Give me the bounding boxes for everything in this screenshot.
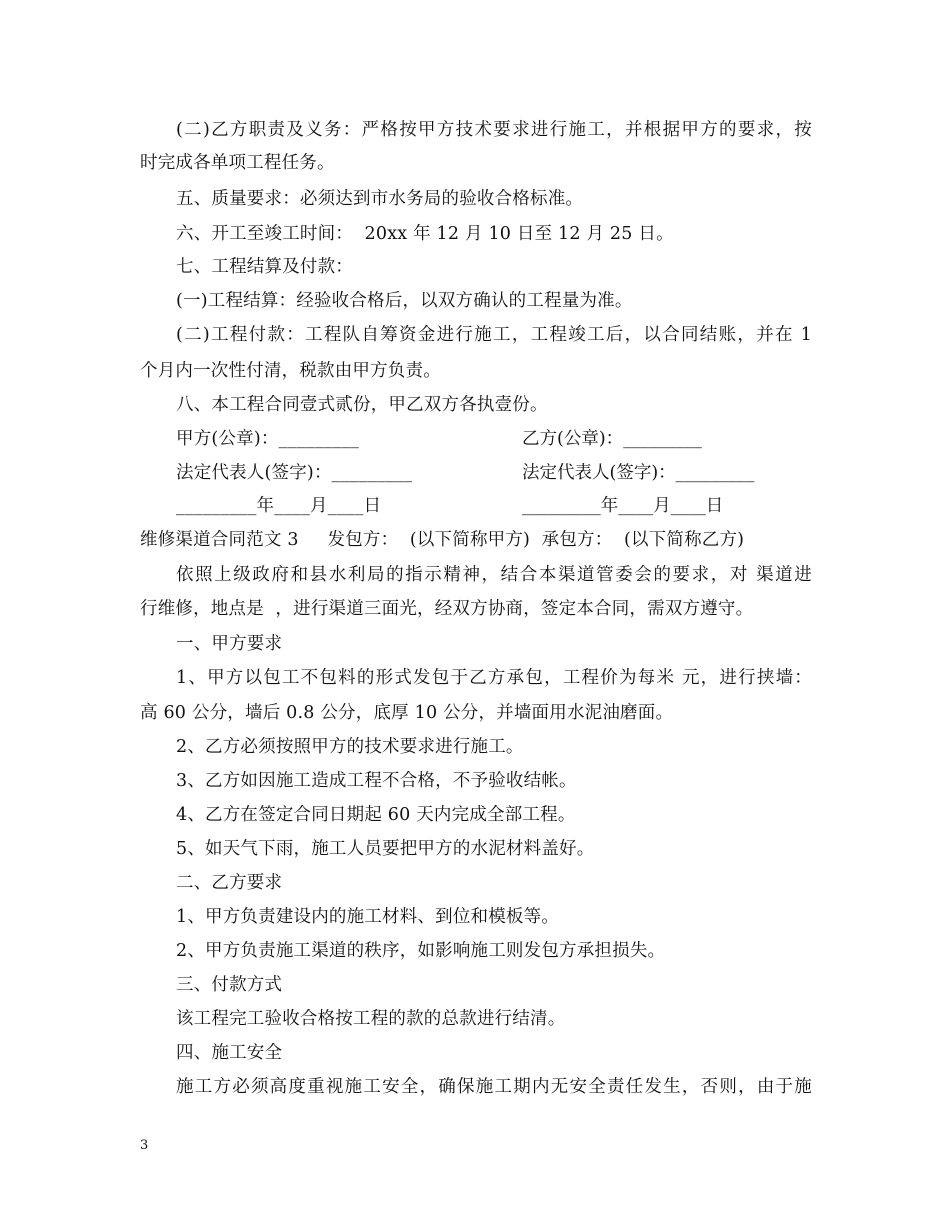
- paragraph-line: 行维修，地点是 ，进行渠道三面光，经双方协商，签定本合同，需双方遵守。: [140, 599, 754, 619]
- paragraph-line: 依照上级政府和县水利局的指示精神，结合本渠道管委会的要求，对 渠道进: [176, 565, 812, 585]
- party-a-seal: 甲方(公章)：_________: [176, 429, 360, 449]
- paragraph-line: 五、质量要求：必须达到市水务局的验收合格标准。: [176, 189, 584, 209]
- party-a-representative: 法定代表人(签字)：_________: [176, 463, 413, 483]
- list-item: 4、乙方在签定合同日期起 60 天内完成全部工程。: [176, 805, 576, 825]
- list-item: 2、乙方必须按照甲方的技术要求进行施工。: [176, 737, 524, 757]
- page-number: 3: [140, 1138, 149, 1153]
- list-item: 2、甲方负责施工渠道的秩序，如影响施工则发包方承担损失。: [176, 941, 666, 961]
- section-heading: 二、乙方要求: [176, 873, 283, 893]
- paragraph-line: 个月内一次性付清，税款由甲方负责。: [140, 361, 441, 381]
- paragraph-line: 六、开工至竣工时间： 20xx 年 12 月 10 日至 12 月 25 日。: [176, 224, 674, 244]
- section-heading: 三、付款方式: [176, 975, 283, 995]
- section-heading: 一、甲方要求: [176, 634, 283, 654]
- paragraph-line: 高 60 公分，墙后 0.8 公分，底厚 10 公分，并墙面用水泥油磨面。: [140, 703, 674, 723]
- party-b-representative: 法定代表人(签字)：_________: [522, 463, 755, 483]
- paragraph-line: 施工方必须高度重视施工安全，确保施工期内无安全责任发生，否则，由于施: [176, 1077, 812, 1097]
- section-heading: 四、施工安全: [176, 1043, 283, 1063]
- paragraph-line: (二)工程付款：工程队自筹资金进行施工，工程竣工后，以合同结账，并在 1: [176, 325, 812, 345]
- paragraph-line: (一)工程结算：经验收合格后，以双方确认的工程量为准。: [176, 291, 633, 311]
- party-b-seal: 乙方(公章)：_________: [522, 429, 702, 449]
- list-item: 3、乙方如因施工造成工程不合格，不予验收结帐。: [176, 771, 577, 791]
- section-heading: 七、工程结算及付款：: [176, 257, 353, 277]
- paragraph-line: (二)乙方职责及义务：严格按甲方技术要求进行施工，并根据甲方的要求，按: [176, 120, 812, 140]
- list-item: 1、甲方负责建设内的施工材料、到位和模板等。: [176, 907, 560, 927]
- paragraph-line: 八、本工程合同壹式贰份，甲乙双方各执壹份。: [176, 395, 548, 415]
- party-b-date: _________年____月____日: [522, 496, 724, 516]
- paragraph-line: 1、甲方以包工不包料的形式发包于乙方承包，工程价为每米 元，进行挟墙：: [176, 668, 812, 688]
- list-item: 5、如天气下雨，施工人员要把甲方的水泥材料盖好。: [176, 839, 595, 859]
- contract-title-line: 维修渠道合同范文 3 发包方： (以下简称甲方) 承包方： (以下简称乙方): [140, 530, 745, 550]
- paragraph-line: 该工程完工验收合格按工程的款的总款进行结清。: [176, 1009, 566, 1029]
- paragraph-line: 时完成各单项工程任务。: [140, 153, 335, 173]
- party-a-date: _________年____月____日: [176, 496, 382, 516]
